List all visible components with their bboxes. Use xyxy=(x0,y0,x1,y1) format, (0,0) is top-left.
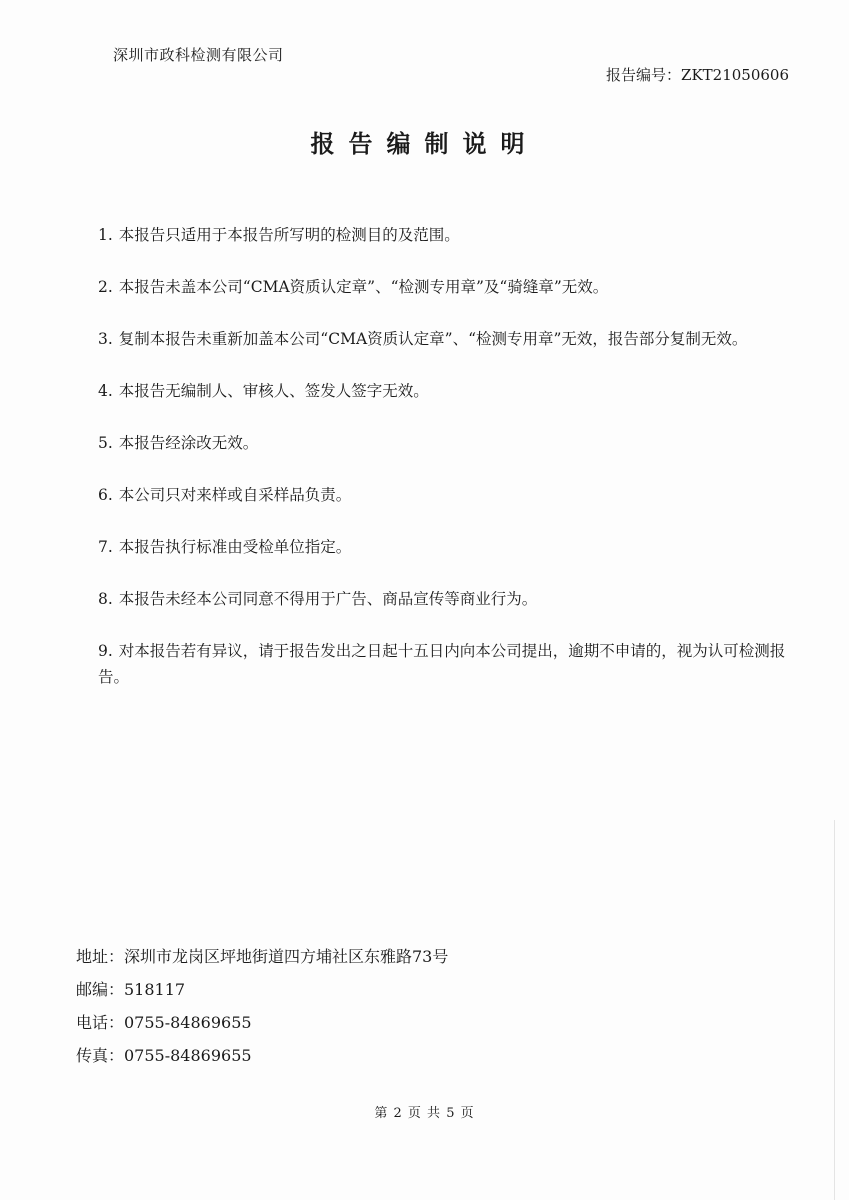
list-item xyxy=(98,326,788,352)
item-text: 本报告经涂改无效。 xyxy=(118,434,259,452)
postcode-line: 邮编：518117 xyxy=(76,980,186,999)
item-number: 8. xyxy=(98,590,113,608)
item-text: 本报告未盖本公司“CMA资质认定章”、“检测专用章”及“骑缝章”无效。 xyxy=(118,278,609,296)
list-item xyxy=(98,430,788,456)
contact-block xyxy=(76,940,448,1072)
item-number: 6. xyxy=(98,486,113,504)
list-item xyxy=(98,222,788,248)
item-text: 本报告未经本公司同意不得用于广告、商品宣传等商业行为。 xyxy=(118,590,538,608)
list-item xyxy=(98,534,788,560)
item-number: 7. xyxy=(98,538,113,556)
item-number: 1. xyxy=(98,226,113,244)
list-item xyxy=(98,274,788,300)
item-number: 5. xyxy=(98,434,113,452)
item-text: 复制本报告未重新加盖本公司“CMA资质认定章”、“检测专用章”无效，报告部分复制无效。 xyxy=(118,330,748,348)
page-number: 第 2 页 共 5 页 xyxy=(374,1106,475,1121)
item-number: 2. xyxy=(98,278,113,296)
item-text: 对本报告若有异议，请于报告发出之日起十五日内向本公司提出，逾期不申请的，视为认可检测报告。 xyxy=(98,642,786,686)
company-name: 深圳市政科检测有限公司 xyxy=(113,46,284,64)
list-item xyxy=(98,378,788,404)
address-line: 地址：深圳市龙岗区坪地街道四方埔社区东雅路73号 xyxy=(76,947,449,966)
notes-list xyxy=(98,222,788,716)
list-item xyxy=(98,586,788,612)
fax-line: 传真：0755-84869655 xyxy=(76,1046,252,1065)
item-number: 3. xyxy=(98,330,113,348)
report-number: 报告编号：ZKT21050606 xyxy=(606,66,789,84)
list-item xyxy=(98,638,788,690)
item-text: 本报告执行标准由受检单位指定。 xyxy=(118,538,352,556)
item-text: 本报告无编制人、审核人、签发人签字无效。 xyxy=(118,382,429,400)
scan-edge-line xyxy=(834,820,835,1200)
item-text: 本报告只适用于本报告所写明的检测目的及范围。 xyxy=(118,226,460,244)
item-number: 4. xyxy=(98,382,113,400)
page-title: 报告编制说明 xyxy=(310,130,539,158)
item-text: 本公司只对来样或自采样品负责。 xyxy=(118,486,352,504)
phone-line: 电话：0755-84869655 xyxy=(76,1013,252,1032)
item-number: 9. xyxy=(98,642,113,660)
list-item xyxy=(98,482,788,508)
